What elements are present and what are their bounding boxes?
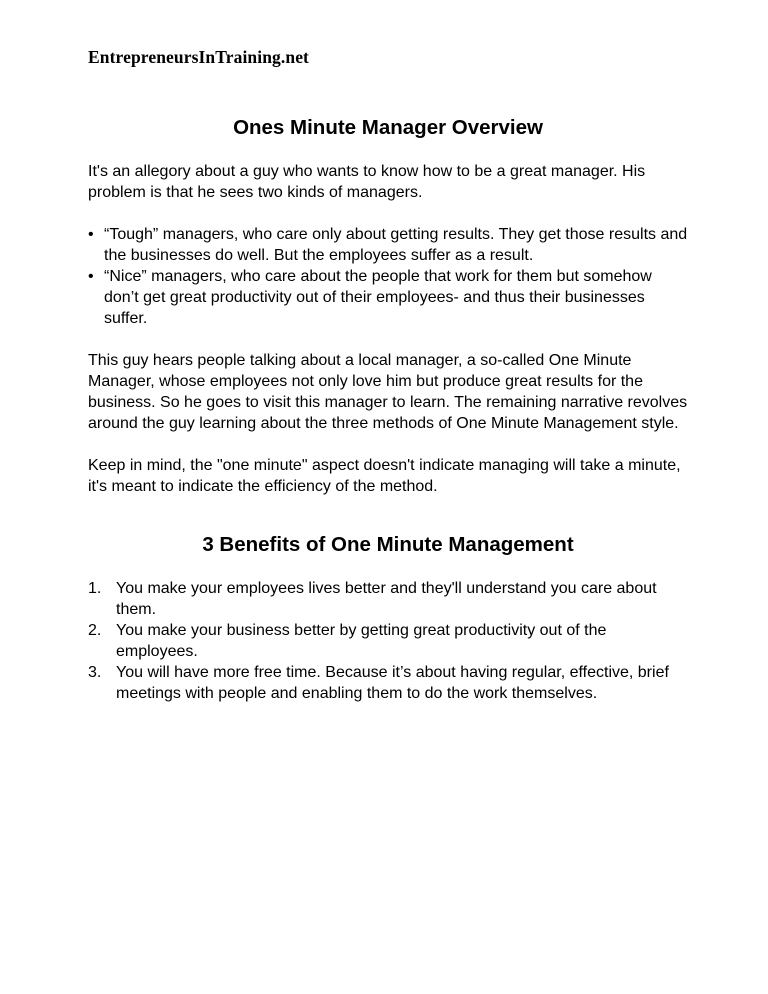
number-marker: 3. (88, 664, 102, 681)
number-marker: 1. (88, 580, 102, 597)
list-item-text: You will have more free time. Because it’s about having regular, effective, brief meetings with people and enabling them to do the work themselves. (116, 664, 669, 702)
intro-paragraph: It's an allegory about a guy who wants to know how to be a great manager. His problem is that he sees two kinds of managers. (88, 163, 646, 201)
list-item (88, 578, 688, 620)
list-item (88, 224, 688, 266)
benefits-list (88, 578, 688, 704)
overview-heading: Ones Minute Manager Overview (233, 116, 543, 139)
list-item (88, 662, 688, 704)
list-item-text: You make your employees lives better and they'll understand you care about them. (116, 580, 657, 618)
number-marker: 2. (88, 622, 102, 639)
list-item-text: You make your business better by getting great productivity out of the employees. (116, 622, 607, 660)
benefits-heading: 3 Benefits of One Minute Management (202, 533, 574, 556)
list-item-text: “Tough” managers, who care only about getting results. They get those results and the businesses do well. But the employees suffer as a result. (104, 226, 688, 264)
narrative-paragraph: This guy hears people talking about a local manager, a so-called One Minute Manager, whose employees not only love him but produce great results for the business. So he goes to visit this manager to learn. The remaining narrative revolves around the guy learning about the three methods of One Minute Management style. (88, 352, 688, 432)
bullet-marker: • (88, 226, 94, 243)
list-item (88, 266, 688, 329)
site-name-header: EntrepreneursInTraining.net (88, 47, 309, 67)
bullet-marker: • (88, 268, 94, 285)
manager-types-list (88, 224, 688, 329)
list-item-text: “Nice” managers, who care about the people that work for them but somehow don’t get great productivity out of their employees- and thus their businesses suffer. (104, 268, 652, 327)
document-body (88, 113, 688, 704)
note-paragraph: Keep in mind, the "one minute" aspect doesn't indicate managing will take a minute, it's meant to indicate the efficiency of the method. (88, 457, 681, 495)
list-item (88, 620, 688, 662)
